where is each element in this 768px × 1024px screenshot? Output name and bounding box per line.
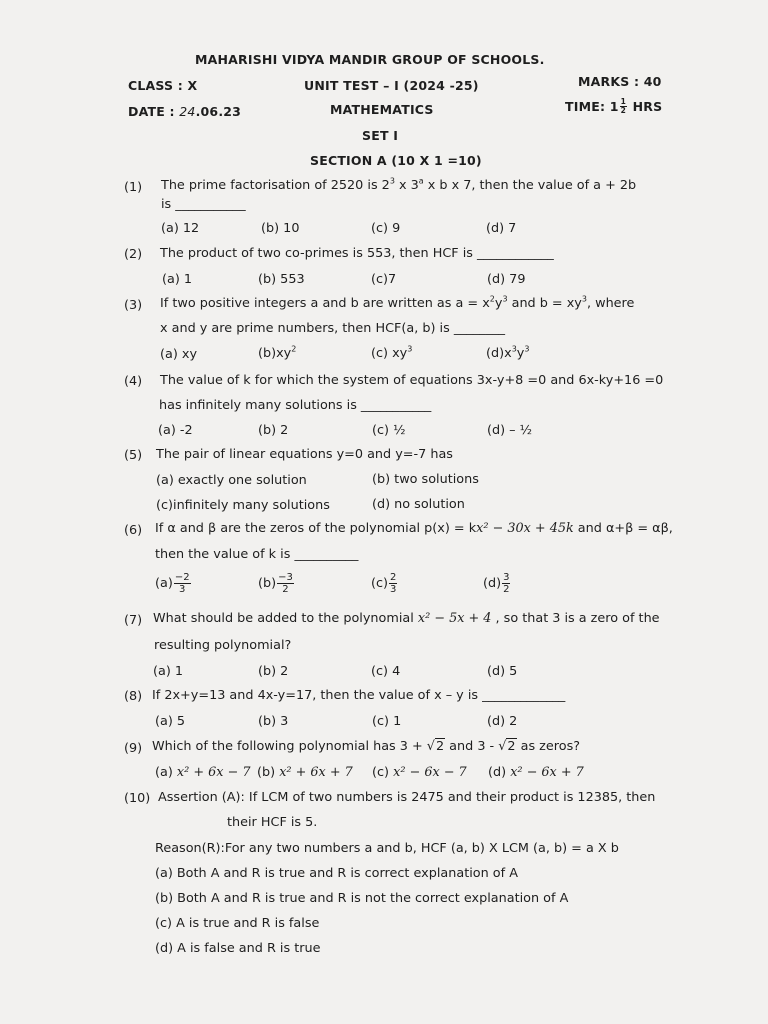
q4-option-b: (b) 2 [258,423,289,438]
q10-option-c: (c) A is true and R is false [155,916,320,931]
q5-option-c: (c)infinitely many solutions [156,498,330,513]
q3-option-c: (c) $xy^3$ [371,344,413,361]
q6-option-c: (c) $\frac{2}{3}$ [371,572,397,595]
q1-option-a: (a) 12 [161,221,200,236]
subject-label: MATHEMATICS [330,102,434,117]
q5-option-b: (b) two solutions [372,472,479,487]
marks-label: MARKS : 40 [578,74,662,89]
q9-text: Which of the following polynomial has 3 + √2 and 3 - √2 as zeros? [152,739,581,754]
q9-number: (9) [124,741,143,756]
q8-option-d: (d) 2 [487,714,518,729]
test-title: UNIT TEST – I (2024 -25) [304,78,479,93]
q7-number: (7) [124,613,143,628]
set-label: SET I [362,128,399,143]
q7-option-d: (d) 5 [487,664,518,679]
q6-number: (6) [124,523,143,538]
q10-assertion-line2: their HCF is 5. [227,815,318,830]
q2-option-b: (b) 553 [258,272,305,287]
q6-option-a: (a) $\frac{-2}{3}$ [155,572,190,595]
q10-option-d: (d) A is false and R is true [155,941,321,956]
q1-text: The prime factorisation of 2520 is $2^3$ x 3$^a$ x b x 7, then the value of a + 2b [161,176,637,193]
q5-option-d: (d) no solution [372,497,465,512]
q2-option-c: (c)7 [371,272,397,287]
date-label: DATE : 24.06.23 [128,104,242,119]
q10-number: (10) [124,791,151,806]
q8-number: (8) [124,689,143,704]
q2-option-d: (d) 79 [487,272,526,287]
q1-text-line2: is ___________ [161,197,246,212]
time-label: TIME: 1 $\frac{1}{2}$ HRS [565,97,663,115]
q9-option-b: (b) x² + 6x + 7 [257,765,353,780]
q9-option-d: (d) x² − 6x + 7 [488,765,584,780]
q10-option-b: (b) Both A and R is true and R is not the correct explanation of A [155,891,569,906]
q4-option-a: (a) -2 [158,423,193,438]
q4-option-c: (c) ½ [372,423,406,438]
q10-assertion: Assertion (A): If LCM of two numbers is 2475 and their product is 12385, then [158,790,656,805]
q9-option-a: (a) x² + 6x − 7 [155,765,251,780]
q8-option-b: (b) 3 [258,714,289,729]
q2-text: The product of two co-primes is 553, then HCF is ____________ [160,246,554,261]
q3-option-a: (a) xy [160,347,198,362]
q4-text-line2: has infinitely many solutions is ___________ [159,398,432,413]
q4-text: The value of k for which the system of equations 3x-y+8 =0 and 6x-ky+16 =0 [160,373,664,388]
q6-text: If α and β are the zeros of the polynomial p(x) = kx² − 30x + 45k and α+β = αβ, [155,521,673,536]
q6-text-line2: then the value of k is __________ [155,547,359,562]
section-label: SECTION A (10 X 1 =10) [310,153,482,168]
q8-option-a: (a) 5 [155,714,186,729]
q7-text-line2: resulting polynomial? [154,638,292,653]
q3-option-d: $(d)x^3y^3$ [486,344,530,361]
q1-option-d: (d) 7 [486,221,517,236]
q7-option-b: (b) 2 [258,664,289,679]
q10-reason: Reason(R):For any two numbers a and b, HCF (a, b) X LCM (a, b) = a X b [155,841,619,856]
q8-option-c: (c) 1 [372,714,402,729]
q3-text-line2: x and y are prime numbers, then HCF(a, b) is ________ [160,321,506,336]
q4-option-d: (d) – ½ [487,423,533,438]
q2-option-a: (a) 1 [162,272,193,287]
q3-option-b: $(b)xy^2$ [258,344,297,361]
q7-option-a: (a) 1 [153,664,184,679]
q5-text: The pair of linear equations y=0 and y=-7 has [156,447,453,462]
q10-option-a: (a) Both A and R is true and R is correct explanation of A [155,866,518,881]
class-label: CLASS : X [128,78,198,93]
q4-number: (4) [124,374,143,389]
q1-option-c: (c) 9 [371,221,401,236]
q1-number: (1) [124,180,143,195]
q3-number: (3) [124,298,143,313]
q7-option-c: (c) 4 [371,664,401,679]
q9-option-c: (c) x² − 6x − 7 [372,765,467,780]
q7-text: What should be added to the polynomial x² − 5x + 4 , so that 3 is a zero of the [153,611,660,626]
q1-option-b: (b) 10 [261,221,300,236]
q2-number: (2) [124,247,143,262]
q5-number: (5) [124,448,143,463]
q6-option-b: (b) $\frac{-3}{2}$ [258,572,293,595]
q6-option-d: (d) $\frac{3}{2}$ [483,572,510,595]
q3-text: If two positive integers a and b are written as $a = x^2y^3$ and $b = xy^3$, where [160,294,635,311]
q8-text: If 2x+y=13 and 4x-y=17, then the value of x – y is _____________ [152,688,566,703]
school-name: MAHARISHI VIDYA MANDIR GROUP OF SCHOOLS. [195,52,545,67]
q5-option-a: (a) exactly one solution [156,473,307,488]
